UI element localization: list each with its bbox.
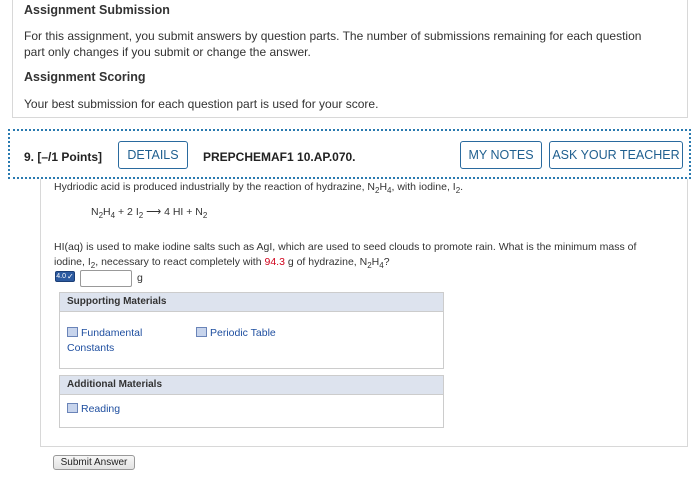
assignment-info-panel xyxy=(12,0,688,118)
question-prompt-line1: HI(aq) is used to make iodine salts such as AgI, which are used to seed clouds to promote rain. What is the minimum mass of xyxy=(54,241,637,253)
book-icon xyxy=(67,327,78,337)
details-button[interactable]: DETAILS xyxy=(118,141,188,169)
scoring-text: Your best submission for each question part is used for your score. xyxy=(24,97,379,111)
question-intro: Hydriodic acid is produced industrially by the reaction of hydrazine, $N_2H_4$, with iodine, $I_2$. xyxy=(54,181,464,196)
given-value: 94.3 xyxy=(264,256,285,268)
reading-link[interactable]: Reading xyxy=(67,402,120,417)
book-icon xyxy=(67,403,78,413)
question-number: 9. [–/1 Points] xyxy=(24,150,103,164)
question-code: PREPCHEMAF1 10.AP.070. xyxy=(203,150,356,164)
sig-figs-badge[interactable]: 4.0 ✓ xyxy=(56,272,74,281)
answer-unit: g xyxy=(137,272,143,284)
question-header xyxy=(8,129,691,179)
additional-materials-heading: Additional Materials xyxy=(60,376,443,395)
supporting-materials-heading: Supporting Materials xyxy=(60,293,443,312)
pencil-icon: ✓ xyxy=(67,272,74,281)
submit-answer-button[interactable]: Submit Answer xyxy=(53,455,135,470)
my-notes-button[interactable]: MY NOTES xyxy=(460,141,542,169)
question-prompt-line2: iodine, $I_2$, necessary to react completely with 94.3 g of hydrazine, $N_2H_4$? xyxy=(54,256,390,271)
periodic-table-link[interactable]: Periodic Table xyxy=(196,326,276,341)
book-icon xyxy=(196,327,207,337)
fundamental-constants-link[interactable]: Fundamental Constants xyxy=(67,327,143,354)
question-points: [–/1 Points] xyxy=(37,150,103,164)
chemical-equation: $N_2H_4 + 2$ $I_2$ ⟶ 4 HI + $N_2$ xyxy=(91,206,208,221)
answer-input[interactable] xyxy=(80,270,132,287)
submission-text: For this assignment, you submit answers by question parts. The number of submissions remaining for each question part only changes if you submit or change the answer. xyxy=(24,29,642,59)
scoring-heading: Assignment Scoring xyxy=(24,70,146,84)
submission-heading: Assignment Submission xyxy=(24,3,170,17)
ask-your-teacher-button[interactable]: ASK YOUR TEACHER xyxy=(549,141,683,169)
